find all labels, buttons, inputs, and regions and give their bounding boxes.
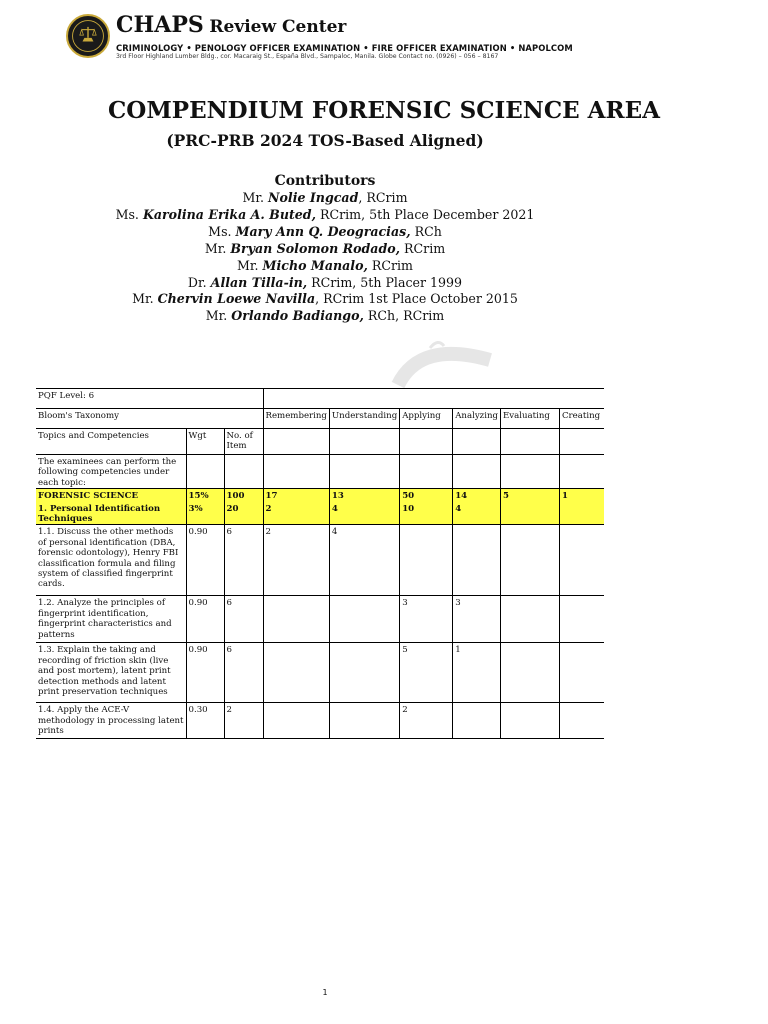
- taxonomy-row: [36, 409, 604, 429]
- value-cell: [263, 596, 329, 643]
- topic-cell: FORENSIC SCIENCE: [36, 489, 186, 502]
- watermark-icon: [390, 330, 510, 390]
- table-row: [36, 525, 604, 596]
- items-cell: 2: [224, 703, 263, 739]
- chaps-logo: [66, 14, 110, 58]
- topic-cell: 1. Personal Identification Techniques: [36, 502, 186, 525]
- items-header: No. of Item: [224, 429, 263, 455]
- items-cell: 100: [224, 489, 263, 502]
- topic-cell: 1.1. Discuss the other methods of personal identification (DBA, forensic odontology), Henry FBI classification formula and filing system of classified fingerprint cards.: [36, 525, 186, 596]
- topics-header: Topics and Competencies: [36, 429, 186, 455]
- topic-cell: 1.4. Apply the ACE-V methodology in processing latent prints: [36, 703, 186, 739]
- contributors-list: [0, 190, 650, 325]
- value-cell: [559, 525, 604, 596]
- contributor: Ms. Karolina Erika A. Buted, RCrim, 5th Place December 2021: [115, 206, 535, 222]
- value-cell: [263, 703, 329, 739]
- contributor: Mr. Micho Manalo, RCrim: [237, 257, 413, 273]
- contributor: Mr. Orlando Badiango, RCh, RCrim: [205, 308, 445, 324]
- items-cell: 6: [224, 596, 263, 643]
- value-cell: 10: [400, 502, 453, 525]
- tos-table: [36, 388, 604, 739]
- value-cell: 13: [329, 489, 399, 502]
- blooms-taxonomy: Bloom's Taxonomy: [36, 409, 263, 429]
- value-cell: [500, 703, 559, 739]
- wgt-cell: 0.90: [186, 525, 224, 596]
- level-header: Creating: [559, 409, 604, 429]
- table-row: [36, 596, 604, 643]
- table-row: [36, 643, 604, 703]
- wgt-header: Wgt: [186, 429, 224, 455]
- value-cell: 2: [263, 525, 329, 596]
- value-cell: 5: [400, 643, 453, 703]
- contributor: Mr. Nolie Ingcad, RCrim: [242, 190, 408, 205]
- seal-icon: [68, 16, 108, 56]
- brand-main: CHAPS: [116, 12, 204, 38]
- value-cell: 5: [500, 489, 559, 502]
- wgt-cell: 15%: [186, 489, 224, 502]
- value-cell: 3: [453, 596, 501, 643]
- contributor: Mr. Bryan Solomon Rodado, RCrim: [204, 240, 446, 256]
- value-cell: 17: [263, 489, 329, 502]
- topic-cell: 1.2. Analyze the principles of fingerprint identification, fingerprint characteristics and patterns: [36, 596, 186, 643]
- page-number: 1: [322, 988, 328, 997]
- contributor: Mr. Chervin Loewe Navilla, RCrim 1st Place October 2015: [132, 291, 518, 307]
- value-cell: [329, 703, 399, 739]
- intro-text: The examinees can perform the following competencies under each topic:: [36, 455, 186, 489]
- brand-name: [116, 14, 346, 36]
- items-cell: 6: [224, 525, 263, 596]
- address: 3rd Floor Highland Lumber Bldg., cor. Macaraig St., España Blvd., Sampaloc, Manila. Globe Contact no. (0926) – 056 – 8167: [116, 53, 499, 60]
- value-cell: [500, 525, 559, 596]
- level-header: Remembering: [263, 409, 329, 429]
- value-cell: [559, 643, 604, 703]
- items-cell: 20: [224, 502, 263, 525]
- table-row-highlight: [36, 502, 604, 525]
- wgt-cell: 0.90: [186, 596, 224, 643]
- table-row-highlight: [36, 489, 604, 502]
- contributors-heading: Contributors: [274, 173, 376, 189]
- value-cell: 4: [329, 525, 399, 596]
- value-cell: 2: [400, 703, 453, 739]
- value-cell: 4: [453, 502, 501, 525]
- value-cell: [400, 525, 453, 596]
- brand-sub: Review Center: [209, 17, 347, 37]
- value-cell: 4: [329, 502, 399, 525]
- contributor: Ms. Mary Ann Q. Deogracias, RCh: [208, 223, 442, 239]
- value-cell: [263, 643, 329, 703]
- document-title: COMPENDIUM FORENSIC SCIENCE AREA: [108, 97, 660, 124]
- level-header: Applying: [400, 409, 453, 429]
- level-header: Analyzing: [453, 409, 501, 429]
- value-cell: [500, 502, 559, 525]
- wgt-cell: 0.90: [186, 643, 224, 703]
- contributor: Dr. Allan Tilla-in, RCrim, 5th Placer 1999: [187, 274, 463, 290]
- topic-cell: 1.3. Explain the taking and recording of friction skin (live and post mortem), latent print detection methods and latent print preservation techniques: [36, 643, 186, 703]
- value-cell: 2: [263, 502, 329, 525]
- items-cell: 6: [224, 643, 263, 703]
- value-cell: [559, 502, 604, 525]
- value-cell: [329, 596, 399, 643]
- value-cell: 1: [559, 489, 604, 502]
- value-cell: [453, 525, 501, 596]
- table-row: [36, 703, 604, 739]
- wgt-cell: 0.30: [186, 703, 224, 739]
- value-cell: 1: [453, 643, 501, 703]
- wgt-cell: 3%: [186, 502, 224, 525]
- column-header-row: [36, 429, 604, 455]
- value-cell: [559, 703, 604, 739]
- level-header: Evaluating: [500, 409, 559, 429]
- value-cell: 14: [453, 489, 501, 502]
- value-cell: [559, 596, 604, 643]
- tagline: CRIMINOLOGY • PENOLOGY OFFICER EXAMINATION • FIRE OFFICER EXAMINATION • NAPOLCOM: [116, 43, 573, 53]
- pqf-row: [36, 389, 604, 409]
- intro-row: [36, 455, 604, 489]
- value-cell: 3: [400, 596, 453, 643]
- document-subtitle: (PRC-PRB 2024 TOS-Based Aligned): [166, 131, 484, 150]
- value-cell: [500, 596, 559, 643]
- value-cell: 50: [400, 489, 453, 502]
- value-cell: [329, 643, 399, 703]
- value-cell: [500, 643, 559, 703]
- value-cell: [453, 703, 501, 739]
- level-header: Understanding: [329, 409, 399, 429]
- pqf-level: PQF Level: 6: [36, 389, 263, 409]
